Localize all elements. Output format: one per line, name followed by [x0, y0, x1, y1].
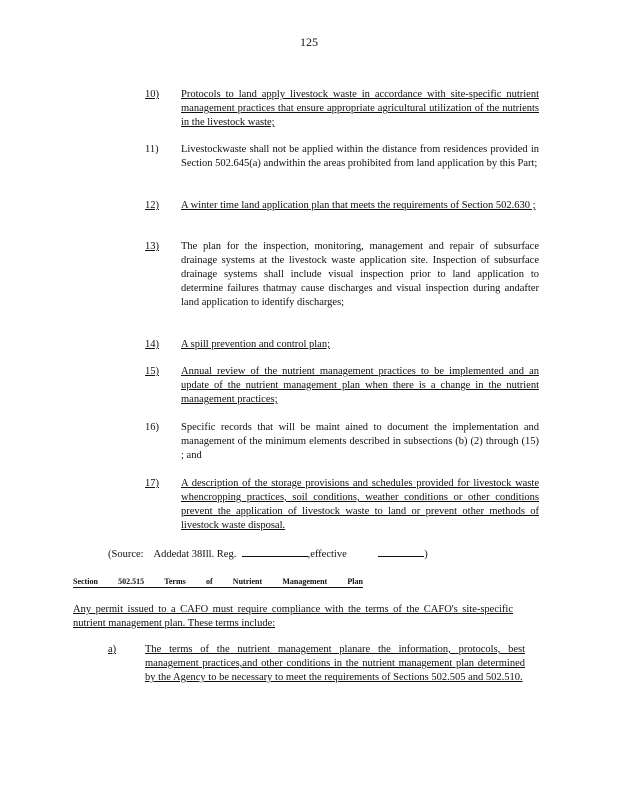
item-text: Protocols to land apply livestock waste in accordance with site-specific nutrient management practices that ensure appropriate agricultural utilization of the nutrients in the livestock waste; [181, 89, 539, 128]
section-number: 502.515 [118, 577, 145, 586]
item-text: A winter time land application plan that meets the requirements of Section 502.630 ; [181, 200, 536, 211]
section-word: of [205, 577, 213, 586]
item-number: 12) [145, 200, 159, 211]
item-number: 10) [145, 89, 159, 100]
section-intro: Any permit issued to a CAFO must require compliance with the terms of the CAFO's site-specific nutrient management plan. These terms include: [73, 604, 513, 629]
item-text: Specific records that will be maint ained to document the implementation and management of the minimum elements described in subsections (b) (2) through (15) ; and [181, 422, 539, 461]
section-word: Plan [347, 577, 363, 586]
source-reg: Addedat 38Ill. Reg. [153, 549, 237, 560]
item-text: Annual review of the nutrient management practices to be implemented and an update of the nutrient management plan when there is a change in the nutrient management practices; [181, 366, 539, 405]
item-number: 16) [145, 422, 159, 433]
section-word: Terms [164, 577, 186, 586]
section-heading [73, 577, 363, 588]
item-text: A description of the storage provisions and schedules provided for livestock waste whencropping practices, soil conditions, weather conditions or other conditions prevent the application of livestock waste to land or prevent other methods of livestock waste disposal. [181, 478, 539, 531]
item-number: 15) [145, 366, 159, 377]
blank-line [378, 545, 424, 557]
blank-line [242, 545, 308, 557]
item-text: A spill prevention and control plan; [181, 339, 331, 350]
section-label: Section [73, 577, 98, 586]
source-prefix: (Source: [108, 549, 144, 560]
source-note [108, 545, 428, 562]
item-number: 13) [145, 241, 159, 252]
source-close: ) [424, 549, 428, 560]
item-text: Livestockwaste shall not be applied within the distance from residences provided in Section 502.645(a) andwithin the areas prohibited from land application by this Part; [181, 144, 539, 169]
source-effective: ,effective [307, 549, 347, 560]
subsection-number: a) [108, 644, 117, 655]
section-word: Nutrient [232, 577, 263, 586]
item-text: The plan for the inspection, monitoring, management and repair of subsurface drainage systems at the livestock waste application site. Inspection of subsurface drainage systems shall include visual inspection prior to land application to determine failures thatmay cause discharges and visual inspection during andafter land application to identify discharges; [181, 241, 539, 308]
item-number: 17) [145, 478, 159, 489]
section-word: Management [282, 577, 328, 586]
page-number: 125 [300, 35, 318, 49]
item-number: 14) [145, 339, 159, 350]
item-number: 11) [145, 144, 159, 155]
subsection-text: The terms of the nutrient management planare the information, protocols, best management practices,and other conditions in the nutrient management plan determined by the Agency to be necessary to meet the requirements of Sections 502.505 and 502.510. [145, 644, 525, 683]
